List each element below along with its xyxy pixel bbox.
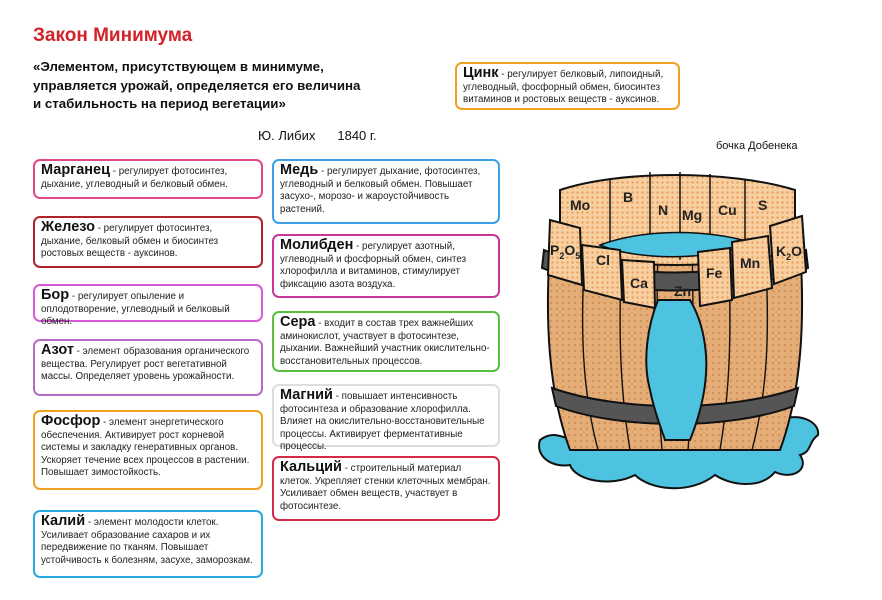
barrel-caption: бочка Добенека	[716, 140, 798, 152]
stave-label-p2o5: $P_2O_5$	[550, 242, 581, 261]
stave-label-b: B	[623, 189, 634, 205]
card-text: - элемент молодости клеток. Усиливает образование сахаров и их передвижение по тканям. Повышает устойчивость к болезням, засухе, заморозкам.	[41, 517, 253, 566]
copper-card	[272, 159, 500, 224]
stave-label-n: N	[658, 202, 669, 218]
card-heading: Фосфор	[41, 413, 101, 429]
potassium-card	[33, 510, 263, 578]
stave-label-zn: Zn	[674, 283, 692, 299]
manganese-card	[33, 159, 263, 199]
phosphorus-card	[33, 410, 263, 490]
quote-line: «Элементом, присутствующем в минимуме,	[33, 59, 324, 74]
quote-line: управляется урожай, определяется его величина	[33, 77, 361, 93]
card-text: - регулирует опыление и оплодотворение, углеводный и белковый обмен.	[41, 291, 230, 328]
stave-label-mo: Mo	[570, 197, 591, 213]
card-heading: Кальций	[280, 459, 342, 475]
card-heading: Молибден	[280, 237, 354, 253]
sulfur-card	[272, 311, 500, 372]
nitrogen-card	[33, 339, 263, 396]
stave-label-cu: Cu	[718, 202, 737, 218]
calcium-card	[272, 456, 500, 521]
card-text: - элемент энергетического обеспечения. Активирует рост корневой системы и закладку генеративных органов. Ускоряет течение всех процессов в растении. Повышает зимостойкость.	[41, 417, 250, 479]
card-heading: Железо	[41, 219, 95, 235]
card-text: - входит в состав трех важнейших аминокислот, участвует в фотосинтезе, дыхании. Важнейший участник окислительно-восстановительных процессов.	[280, 318, 490, 367]
iron-card	[33, 216, 263, 268]
stave-label-k2o: $K_2O$	[776, 243, 803, 262]
card-text: - регулирует фотосинтез, дыхание, белковый обмен и биосинтез ростовых веществ - ауксинов.	[41, 223, 219, 260]
page-title: Закон Минимума	[33, 25, 193, 46]
author-name: Ю. Либих	[258, 128, 316, 143]
stave-label-s: S	[758, 197, 768, 213]
card-heading: Сера	[280, 314, 316, 330]
card-text: - регулирует азотный, углеводный и фосфорный обмен, синтез хлорофилла и витаминов, стимулирует фиксацию азота воздуха.	[280, 241, 467, 290]
stave-label-fe: Fe	[706, 265, 723, 281]
card-text: - строительный материал клеток. Укрепляет стенки клеточных мембран. Усиливает обмен веществ, участвует в фотосинтезе.	[280, 463, 491, 512]
dobenek-barrel	[530, 150, 830, 505]
card-heading: Азот	[41, 342, 74, 358]
card-heading: Медь	[280, 162, 319, 178]
card-heading: Марганец	[41, 162, 111, 178]
card-heading: Магний	[280, 387, 333, 403]
quote-line: и стабильность на период вегетации»	[33, 96, 286, 111]
card-text: - регулирует белковый, липоидный, углеводный, фосфорный обмен, биосинтез витаминов и ростовых веществ - ауксинов.	[463, 69, 664, 106]
liebig-quote	[33, 58, 413, 114]
stave-label-cl: Cl	[596, 252, 610, 268]
zinc-card	[455, 62, 680, 110]
card-heading: Цинк	[463, 65, 499, 81]
stave-label-mg: Mg	[682, 207, 703, 223]
card-text: - элемент образования органического вещества. Регулирует рост вегетативной массы. Определяет уровень урожайности.	[41, 346, 250, 383]
card-heading: Калий	[41, 513, 86, 529]
card-text: - повышает интенсивность фотосинтеза и образование хлорофилла. Влияет на окислительно-восстановительные процессы. Активирует ферментативные процессы.	[280, 391, 485, 453]
stave-label-mn: Mn	[740, 255, 761, 271]
boron-card	[33, 284, 263, 328]
card-heading: Бор	[41, 287, 70, 303]
author-year: 1840 г.	[337, 128, 377, 143]
stave-label-ca: Ca	[630, 275, 648, 291]
molybdenum-card	[272, 234, 500, 298]
quote-author	[258, 128, 399, 143]
magnesium-card	[272, 384, 500, 453]
card-text: - регулирует дыхание, фотосинтез, углеводный и белковый обмен. Повышает засухо-, морозо- и жароустойчивость растений.	[280, 166, 481, 215]
card-text: - регулирует фотосинтез, дыхание, углеводный и белковый обмен.	[41, 166, 228, 190]
